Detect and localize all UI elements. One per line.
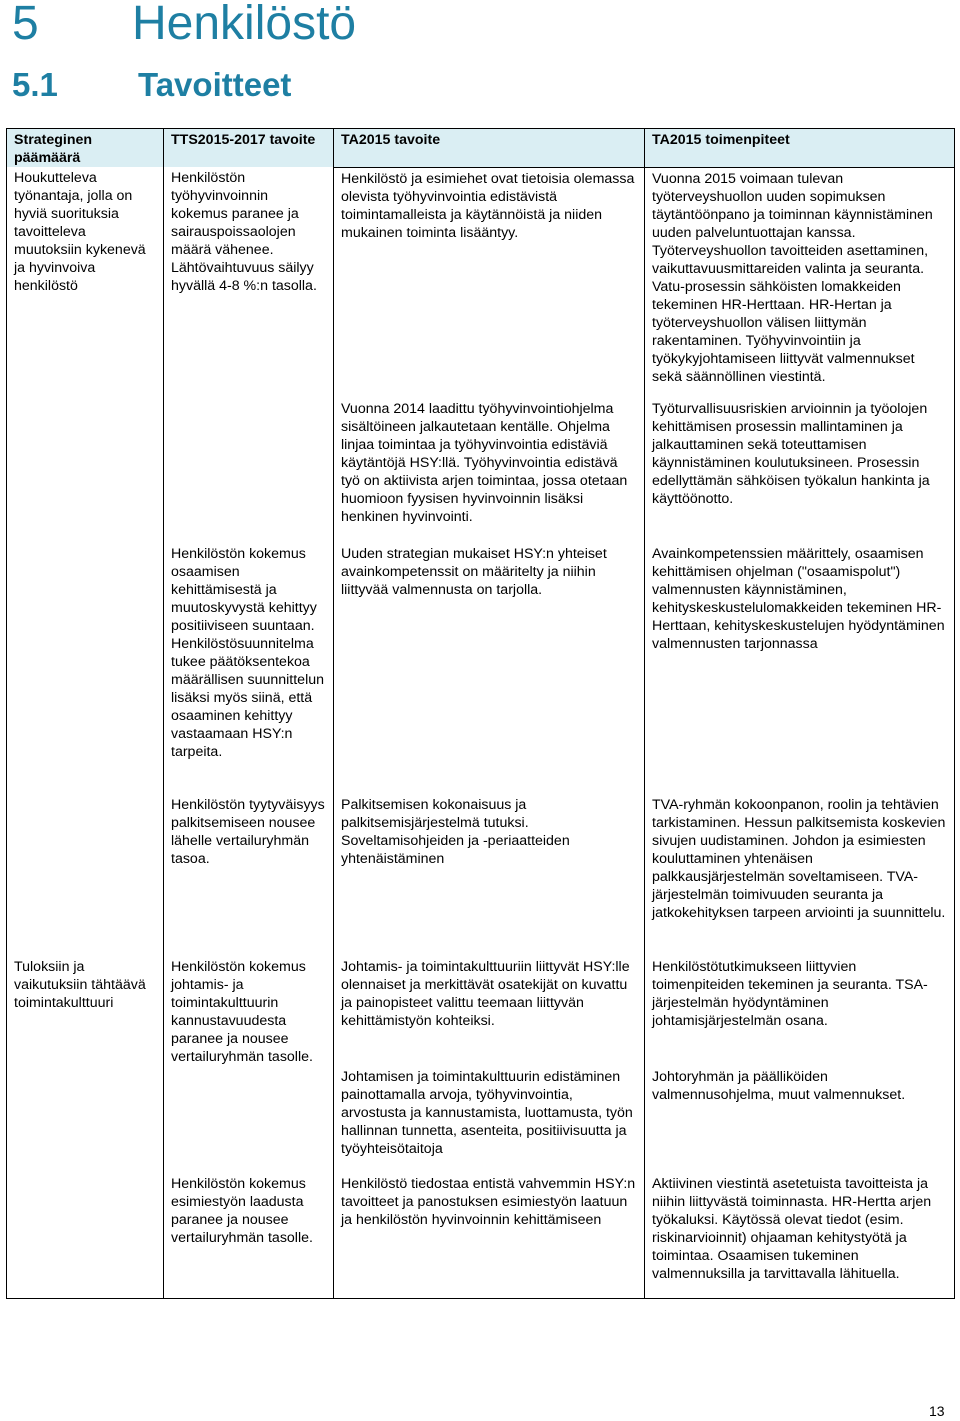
section-number: 5.1	[12, 66, 58, 103]
cell-ta-goal: Johtamisen ja toimintakulttuurin edistäminen painottamalla arvoja, työhyvinvointia, arvostusta ja kannustamista, luottamusta, työn hallinnan tunnetta, asenteita, positiivisuutta ja työyhteisötaitoja	[334, 1066, 645, 1173]
table-row	[7, 1066, 955, 1173]
cell-strategic	[7, 543, 164, 794]
goals-table	[6, 128, 955, 1299]
cell-ta-action: Vuonna 2015 voimaan tulevan työterveyshuollon uuden sopimuksen täytäntöönpano ja toiminnan käynnistäminen uuden palveluntuottajan kanssa. Työterveyshuollon tavoitteiden asettaminen, vaikuttavuusmittareiden valinta ja seuranta. Vatu-prosessin sähköisten lomakkeiden tekeminen HR-Herttaan. HR-Hertan ja työterveyshuollon välisen liittymän rakentaminen. Työhyvinvointiin ja työkykyjohtamiseen liittyvät valmennukset sekä säännöllinen viestintä.	[645, 167, 955, 398]
cell-strategic	[7, 1173, 164, 1298]
table-row	[7, 1173, 955, 1298]
cell-ta-goal: Palkitsemisen kokonaisuus ja palkitsemisjärjestelmä tutuksi. Soveltamisohjeiden ja -periaatteiden yhtenäistäminen	[334, 794, 645, 956]
cell-ta-action: Aktiivinen viestintä asetetuista tavoitteista ja niihin liittyvästä toiminnasta. HR-Hertta arjen työkaluksi. Käytössä olevat tiedot (esim. riskinarvioinnit) ohjaaman kehitystyötä ja toimintaa. Osaamisen tukeminen valmennuksilla ja tarvittavalla lähituella.	[645, 1173, 955, 1298]
cell-tts: Henkilöstön kokemus osaamisen kehittämisestä ja muutoskyvystä kehittyy positiiviseen suuntaan. Henkilöstösuunnitelma tukee päätöksentekoa määrällisen suunnittelun lisäksi myös siinä, että osaaminen kehittyy vastaamaan HSY:n tarpeita.	[164, 543, 334, 794]
cell-ta-action: Avainkompetenssien määrittely, osaamisen kehittämisen ohjelman ("osaamispolut") valmennusten käynnistäminen, kehityskeskustelulomakkeiden tekeminen HR-Herttaan, kehityskeskustelujen hyödyntäminen valmennusten tarjonnassa	[645, 543, 955, 794]
cell-strategic	[7, 1066, 164, 1173]
cell-ta-action: Johtoryhmän ja päälliköiden valmennusohjelma, muut valmennukset.	[645, 1066, 955, 1173]
header-ta-goal: TA2015 tavoite	[334, 129, 645, 168]
cell-ta-action: Henkilöstötutkimukseen liittyvien toimenpiteiden tekeminen ja seuranta. TSA-järjestelmän hyödyntäminen johtamisjärjestelmän osana.	[645, 956, 955, 1066]
cell-tts: Henkilöstön kokemus johtamis- ja toimintakulttuurin kannustavuudesta paranee ja nousee vertailuryhmän tasolle.	[164, 956, 334, 1066]
table-row	[7, 398, 955, 543]
cell-strategic: Tuloksiin ja vaikutuksiin tähtäävä toimintakulttuuri	[7, 956, 164, 1066]
chapter-heading	[12, 0, 356, 51]
table-row	[7, 794, 955, 956]
cell-tts: Henkilöstön työhyvinvoinnin kokemus paranee ja sairauspoissaolojen määrä vähenee. Lähtövaihtuvuus säilyy hyvällä 4-8 %:n tasolla.	[164, 167, 334, 398]
page-number: 13	[929, 1403, 945, 1419]
cell-ta-action: Työturvallisuusriskien arvioinnin ja työolojen kehittämisen prosessin mallintaminen ja jalkauttaminen sekä toteuttamisen käynnistäminen koulutuksineen. Prosessin edellyttämän sähköisen työkalun hankinta ja käyttöönotto.	[645, 398, 955, 543]
cell-strategic	[7, 794, 164, 956]
section-heading	[12, 66, 291, 104]
cell-ta-goal: Henkilöstö ja esimiehet ovat tietoisia olemassa olevista työhyvinvointia edistävistä toimintamalleista ja käytännöistä ja niiden mukainen toiminta lisääntyy.	[334, 167, 645, 398]
cell-ta-action: TVA-ryhmän kokoonpanon, roolin ja tehtävien tarkistaminen. Hessun palkitsemista koskevien sivujen uudistaminen. Johdon ja esimiesten kouluttaminen yhtenäisen palkkausjärjestelmän soveltamiseen. TVA-järjestelmän toimivuuden seuranta ja jatkokehityksen tarpeen arviointi ja suunnittelu.	[645, 794, 955, 956]
cell-tts	[164, 398, 334, 543]
cell-strategic: Houkutteleva työnantaja, jolla on hyviä suorituksia tavoitteleva muutoksiin kykenevä ja hyvinvoiva henkilöstö	[7, 167, 164, 398]
table-row	[7, 167, 955, 398]
header-ta-action: TA2015 toimenpiteet	[645, 129, 955, 168]
cell-ta-goal: Vuonna 2014 laadittu työhyvinvointiohjelma sisältöineen jalkautetaan kentälle. Ohjelma linjaa toimintaa ja työhyvinvointia edistäviä käytäntöjä HSY:llä. Työhyvinvointia edistävä työ on aktiivista arjen toimintaa, jossa otetaan huomioon fyysisen hyvinvoinnin lisäksi henkinen hyvinvointi.	[334, 398, 645, 543]
cell-ta-goal: Uuden strategian mukaiset HSY:n yhteiset avainkompetenssit on määritelty ja niihin liittyvää valmennusta on tarjolla.	[334, 543, 645, 794]
cell-tts: Henkilöstön tyytyväisyys palkitsemiseen nousee lähelle vertailuryhmän tasoa.	[164, 794, 334, 956]
table-row	[7, 543, 955, 794]
table-row	[7, 956, 955, 1066]
cell-tts	[164, 1066, 334, 1173]
header-tts: TTS2015-2017 tavoite	[164, 129, 334, 168]
cell-tts: Henkilöstön kokemus esimiestyön laadusta paranee ja nousee vertailuryhmän tasolle.	[164, 1173, 334, 1298]
chapter-title: Henkilöstö	[132, 0, 357, 50]
header-strategic: Strateginen päämäärä	[7, 129, 164, 168]
cell-strategic	[7, 398, 164, 543]
section-title: Tavoitteet	[138, 66, 292, 103]
cell-ta-goal: Johtamis- ja toimintakulttuuriin liittyvät HSY:lle olennaiset ja merkittävät osatekijät on kuvattu ja painopisteet valittu teemaan liittyvän kehittämistyön kohteiksi.	[334, 956, 645, 1066]
table-header-row	[7, 129, 955, 168]
chapter-number: 5	[12, 0, 39, 50]
cell-ta-goal: Henkilöstö tiedostaa entistä vahvemmin HSY:n tavoitteet ja panostuksen esimiestyön laatuun ja henkilöstön hyvinvoinnin kehittämiseen	[334, 1173, 645, 1298]
